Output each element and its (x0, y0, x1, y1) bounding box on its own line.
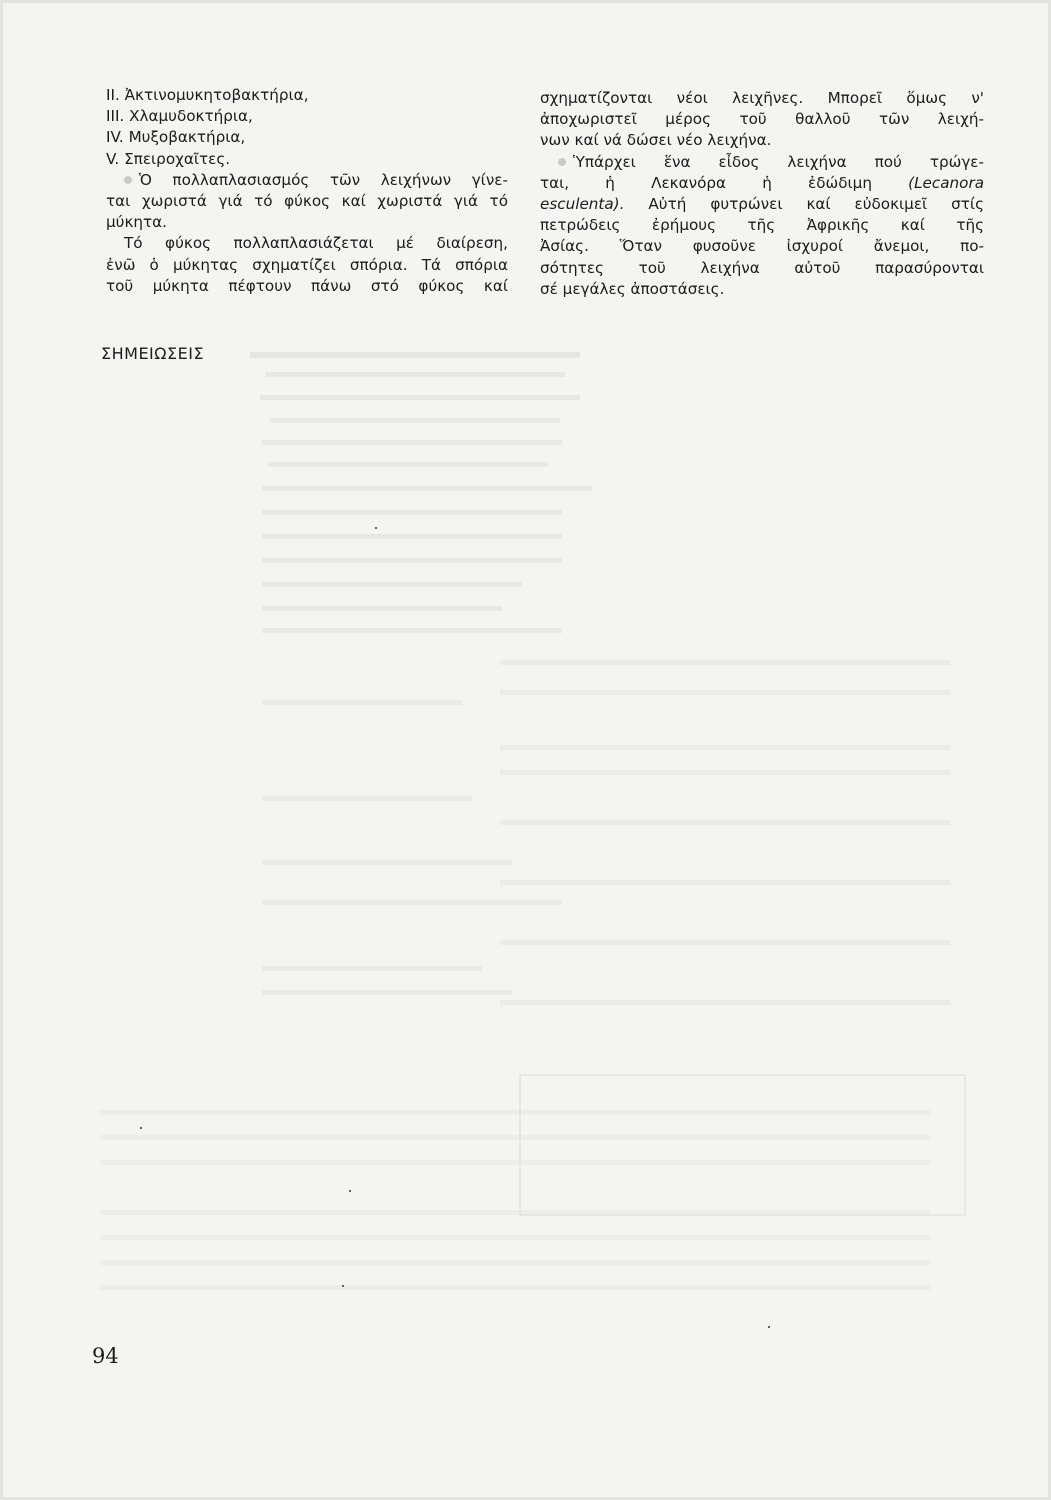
paragraph-line: σχηματίζονται νέοι λειχῆνες. Μπορεῖ ὅμως ν' (540, 89, 984, 107)
paragraph-line: τοῦ μύκητα πέφτουν πάνω στό φύκος καί (106, 276, 508, 295)
print-speck (375, 527, 377, 529)
page-number: 94 (92, 1344, 119, 1368)
print-speck (768, 1326, 770, 1328)
paragraph-line: ἀποχωριστεῖ μέρος τοῦ θαλλοῦ τῶν λειχή- (540, 110, 984, 129)
paragraph-line: μύκητα. (106, 213, 168, 232)
paragraph-line: Ὁ πολλαπλασιασμός τῶν λειχήνων γίνε- (106, 170, 508, 191)
paragraph-line: Ἀσίας. Ὅταν φυσοῦνε ἰσχυροί ἄνεμοι, πο- (540, 237, 984, 256)
print-speck (342, 1285, 344, 1287)
paragraph-line: σότητες τοῦ λειχήνα αὐτοῦ παρασύρονται (540, 258, 984, 277)
paragraph-line: Ὑπάρχει ἕνα εἶδος λειχήνα πού τρώγε- (540, 152, 984, 173)
left-column (106, 85, 508, 297)
paragraph-line: σέ μεγάλες ἀποστάσεις. (540, 279, 725, 298)
print-speck (140, 1127, 142, 1129)
bullet-dot-icon (558, 158, 566, 166)
paragraph-line: esculenta). Αὐτή φυτρώνει καί εὐδοκιμεῖ στίς (540, 195, 984, 214)
list-item: ΙV. Μυξοβακτήρια, (106, 128, 246, 147)
paragraph-line: ται χωριστά γιά τό φύκος καί χωριστά γιά τό (106, 192, 508, 211)
print-speck (349, 1190, 351, 1192)
paragraph-line: ται, ἡ Λεκανόρα ἡ ἐδώδιμη (Lecanora (540, 173, 984, 192)
paragraph-line: πετρώδεις ἐρήμους τῆς Ἀφρικῆς καί τῆς (540, 216, 984, 235)
list-item: ΙΙ. Ἀκτινομυκητοβακτήρια, (106, 86, 309, 104)
list-item: ΙΙΙ. Χλαμυδοκτήρια, (106, 107, 253, 126)
latin-name: (Lecanora (908, 173, 984, 192)
paragraph-line: Τό φύκος πολλαπλασιάζεται μέ διαίρεση, (124, 234, 508, 253)
notes-heading: ΣΗΜΕΙΩΣΕΙΣ (101, 344, 205, 363)
right-column (540, 88, 984, 300)
bullet-dot-icon (124, 176, 132, 184)
latin-name: esculenta). (540, 195, 625, 214)
paragraph-line: ἐνῶ ὁ μύκητας σχηματίζει σπόρια. Τά σπόρια (106, 255, 508, 274)
paragraph-line: νων καί νά δώσει νέο λειχήνα. (540, 131, 772, 150)
list-item: V. Σπειροχαῖτες. (106, 149, 231, 168)
